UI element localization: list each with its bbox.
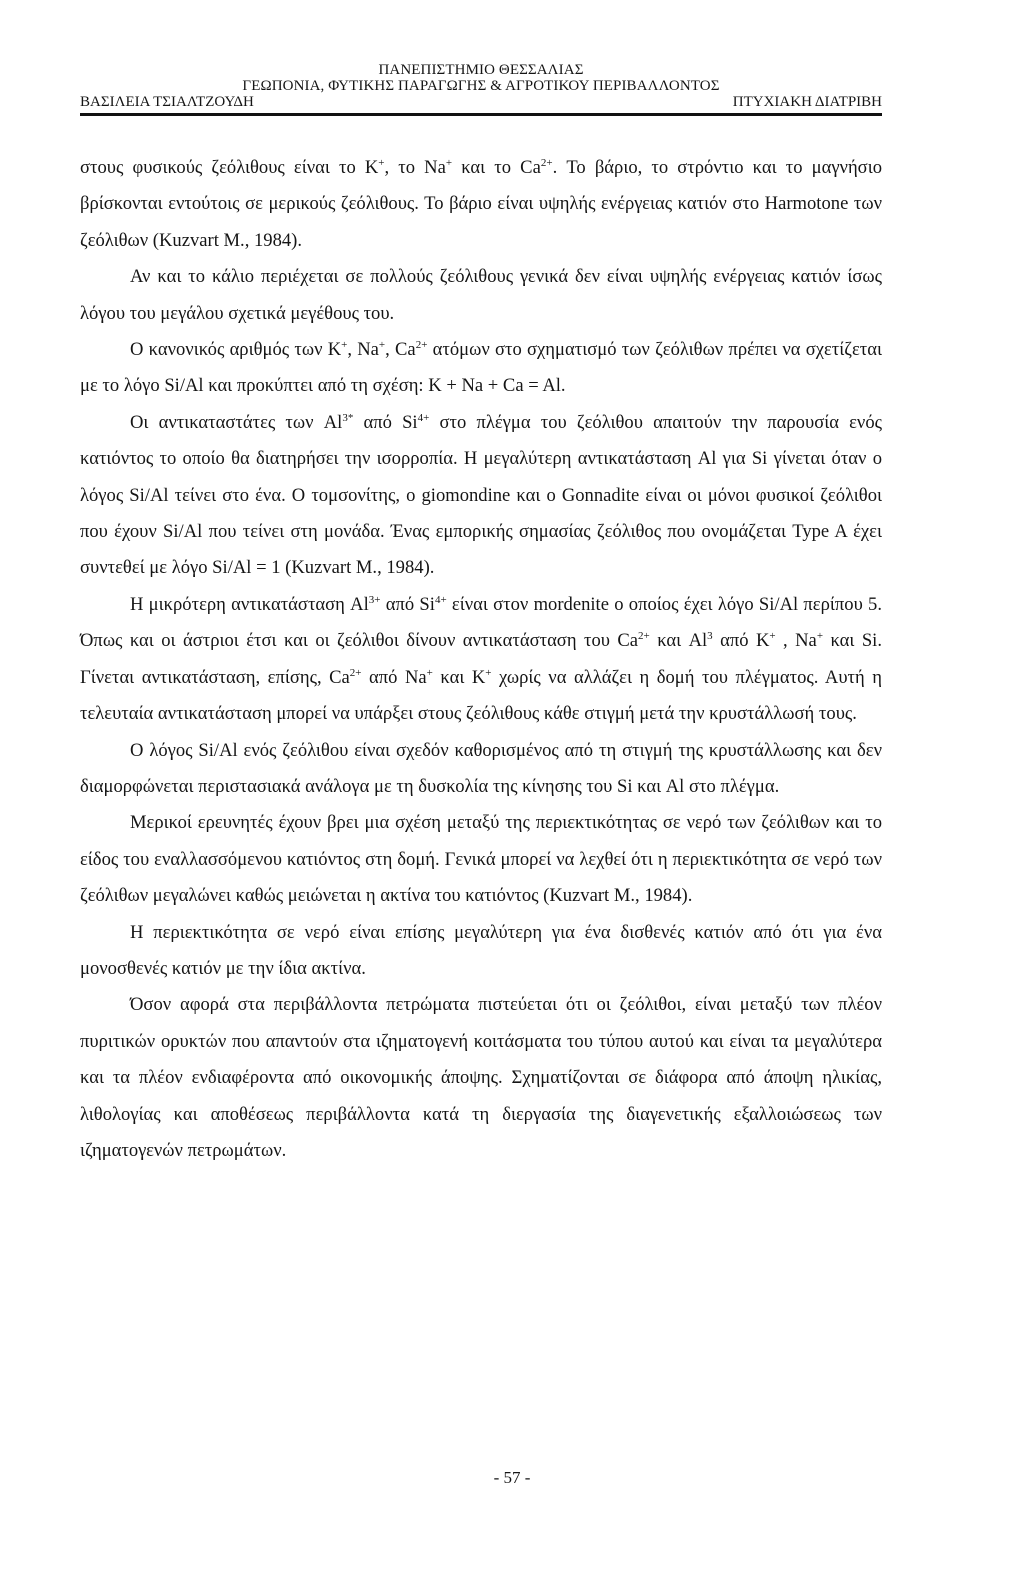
superscript: + xyxy=(445,156,453,169)
superscript: + xyxy=(378,156,385,169)
paragraph-5 xyxy=(80,587,882,733)
header-meta-row xyxy=(80,94,882,110)
text-run: , Ca xyxy=(385,339,416,361)
text-run: από Si xyxy=(353,411,418,433)
paragraph-8: Η περιεκτικότητα σε νερό είναι επίσης μεγαλύτερη για ένα δισθενές κατιόν από ότι για ένα μονοσθενές κατιόν με την ίδια ακτίνα. xyxy=(80,921,882,979)
superscript: 2+ xyxy=(349,666,362,679)
superscript: + xyxy=(769,630,776,643)
department-name: ΓΕΩΠΟΝΙΑ, ΦΥΤΙΚΗΣ ΠΑΡΑΓΩΓΗΣ & ΑΓΡΟΤΙΚΟΥ ΠΕΡΙΒΑΛΛΟΝΤΟΣ xyxy=(242,78,720,94)
text-run: και K xyxy=(432,666,486,688)
text-run: Ο κανονικός αριθμός των K xyxy=(130,339,342,361)
page-header xyxy=(80,62,882,116)
text-run: Η μικρότερη αντικατάσταση Al xyxy=(130,593,369,615)
text-run: ατόμων στο σχηματισμό των ζεόλιθων πρέπει να σχετίζεται με το λόγο Si/Al και προκύπτει από τη σχέση: K + Na + Ca = Al. xyxy=(80,339,883,397)
superscript: + xyxy=(378,338,386,351)
paragraph-7: Μερικοί ερευνητές έχουν βρει μια σχέση μεταξύ της περιεκτικότητας σε νερό των ζεόλιθων και το είδος του εναλλασσόμενου κατιόντος στη δομή. Γενικά μπορεί να λεχθεί ότι η περιεκτικότητα σε νερό των ζεόλιθων μεγαλώνει καθώς μειώνεται η ακτίνα του κατιόντος (Kuzvart M., 1984). xyxy=(80,812,882,907)
text-run: από K xyxy=(712,630,770,652)
superscript: + xyxy=(485,666,492,679)
text-run: και το Ca xyxy=(452,157,541,178)
superscript: + xyxy=(816,630,824,643)
paragraph-3 xyxy=(80,332,882,405)
text-run: Οι αντικαταστάτες των Al xyxy=(130,411,343,433)
superscript: 2+ xyxy=(415,338,428,351)
superscript: 2+ xyxy=(540,156,553,169)
document-type: ΠΤΥΧΙΑΚΗ ΔΙΑΤΡΙΒΗ xyxy=(732,94,882,110)
superscript: 3* xyxy=(342,411,354,424)
text-run: , Na xyxy=(347,339,379,361)
text-run: , Na xyxy=(775,630,817,652)
text-run: . Το βάριο, το στρόντιο και το μαγνήσιο βρίσκονται εντούτοις σε μερικούς ζεόλιθους. Το βάριο είναι υψηλής ενέργειας κατιόν στο Harmotone των ζεόλιθων (Kuzvart M., 1984). xyxy=(80,157,882,251)
text-run: από Na xyxy=(361,666,427,688)
superscript: 2+ xyxy=(638,630,650,643)
superscript: 4+ xyxy=(417,411,430,424)
text-run: και Al xyxy=(649,630,708,652)
paragraph-9: Όσον αφορά στα περιβάλλοντα πετρώματα πιστεύεται ότι οι ζεόλιθοι, είναι μεταξύ των πλέον πυριτικών ορυκτών που απαντούν στα ιζηματογενή κοιτάσματα του τύπου αυτού και είναι τα μεγαλύτερα και τα πλέον ενδιαφέροντα από οικονομικής άποψης. Σχηματίζονται σε διάφορα από άποψη ηλικίας, λιθολογίας και αποθέσεως περιβάλλοντα κατά τη διεργασία της διαγενετικής εξαλλοιώσεως των ιζηματογενών πετρωμάτων. xyxy=(80,994,882,1161)
author-name: ΒΑΣΙΛΕΙΑ ΤΣΙΑΛΤΖΟΥΔΗ xyxy=(80,94,254,110)
text-run: από Si xyxy=(380,593,435,615)
text-run: είναι στον mordenite ο οποίος έχει λόγο Si/Al περίπου 5. Όπως και οι άστριοι έτσι και οι ζεόλιθοι δίνουν αντικατάσταση του Ca xyxy=(80,593,882,652)
text-run: στο πλέγμα του ζεόλιθου απαιτούν την παρουσία ενός κατιόντος το οποίο θα διατηρήσει την ισορροπία. Η μεγαλύτερη αντικατάσταση Al για Si γίνεται όταν ο λόγος Si/Al τείνει στο ένα. Ο τομσονίτης, ο giomondine και ο Gonnadite είναι οι μόνοι φυσικοί ζεόλιθοι που έχουν Si/Al που τείνει στη μονάδα. Ένας εμπορικής σημασίας ζεόλιθος που ονομάζεται Type A έχει συντεθεί με λόγο Si/Al = 1 (Kuzvart M., 1984). xyxy=(80,411,883,579)
superscript: + xyxy=(426,666,433,679)
paragraph-4 xyxy=(80,405,882,587)
header-rule xyxy=(80,113,882,116)
page-number: - 57 - xyxy=(493,1468,531,1487)
paragraph-6: Ο λόγος Si/Al ενός ζεόλιθου είναι σχεδόν καθορισμένος από τη στιγμή της κρυστάλλωσης και δεν διαμορφώνεται περιστασιακά ανάλογα με τη δυσκολία της κίνησης του Si και Al στο πλέγμα. xyxy=(80,739,882,797)
paragraph-2: Αν και το κάλιο περιέχεται σε πολλούς ζεόλιθους γενικά δεν είναι υψηλής ενέργειας κατιόν ίσως λόγου του μεγάλου σχετικά μεγέθους του. xyxy=(80,266,882,324)
superscript: 3 xyxy=(707,630,713,643)
superscript: + xyxy=(341,338,348,351)
superscript: 4+ xyxy=(434,593,447,606)
superscript: 3+ xyxy=(368,593,381,606)
text-run: χωρίς να αλλάζει η δομή του πλέγματος. Αυτή η τελευταία αντικατάσταση μπορεί να υπάρξει στους ζεόλιθους κάθε στιγμή μετά την κρυστάλλωσή τους. xyxy=(80,666,882,725)
text-run: στους φυσικούς ζεόλιθους είναι το K xyxy=(80,157,379,178)
document-body xyxy=(80,150,882,1169)
text-run: και Si. Γίνεται αντικατάσταση, επίσης, Ca xyxy=(80,630,882,688)
university-name: ΠΑΝΕΠΙΣΤΗΜΙΟ ΘΕΣΣΑΛΙΑΣ xyxy=(378,62,584,78)
text-run: , το Na xyxy=(384,157,446,178)
paragraph-1 xyxy=(80,150,882,259)
